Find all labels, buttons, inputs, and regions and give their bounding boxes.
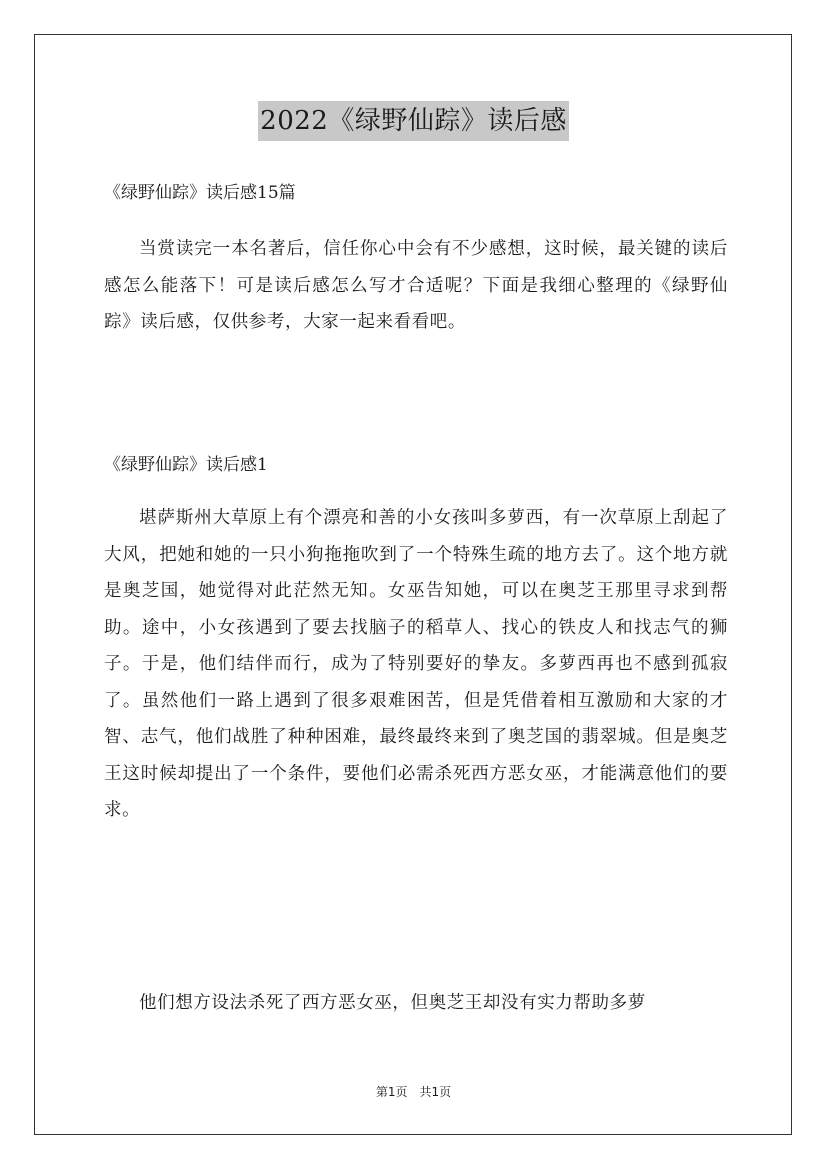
page-footer: 第1页 共1页	[375, 1085, 452, 1099]
body-paragraph: 堪萨斯州大草原上有个漂亮和善的小女孩叫多萝西，有一次草原上刮起了大风，把她和她的一只小狗拖拖吹到了一个特殊生疏的地方去了。这个地方就是奥芝国，她觉得对此茫然无知。女巫告知她，可以在奥芝王那里寻求到帮助。途中，小女孩遇到了要去找脑子的稻草人、找心的铁皮人和找志气的狮子。于是，他们结伴而行，成为了特别要好的挚友。多萝西再也不感到孤寂了。虽然他们一路上遇到了很多艰难困苦，但是凭借着相互激励和大家的才智、志气，他们战胜了种种困难，最终最终来到了奥芝国的翡翠城。但是奥芝王这时候却提出了一个条件，要他们必需杀死西方恶女巫，才能满意他们的要求。	[104, 508, 728, 820]
section-heading: 《绿野仙踪》读后感1	[104, 455, 268, 475]
document-title: 2022《绿野仙踪》读后感	[258, 101, 569, 141]
title-container	[0, 101, 827, 141]
body-paragraph-continued: 他们想方设法杀死了西方恶女巫，但奥芝王却没有实力帮助多萝	[139, 993, 646, 1013]
intro-paragraph: 当赏读完一本名著后，信任你心中会有不少感想，这时候，最关键的读后感怎么能落下！可是读后感怎么写才合适呢？下面是我细心整理的《绿野仙踪》读后感，仅供参考，大家一起来看看吧。	[104, 239, 728, 332]
document-subtitle: 《绿野仙踪》读后感15篇	[104, 183, 296, 203]
